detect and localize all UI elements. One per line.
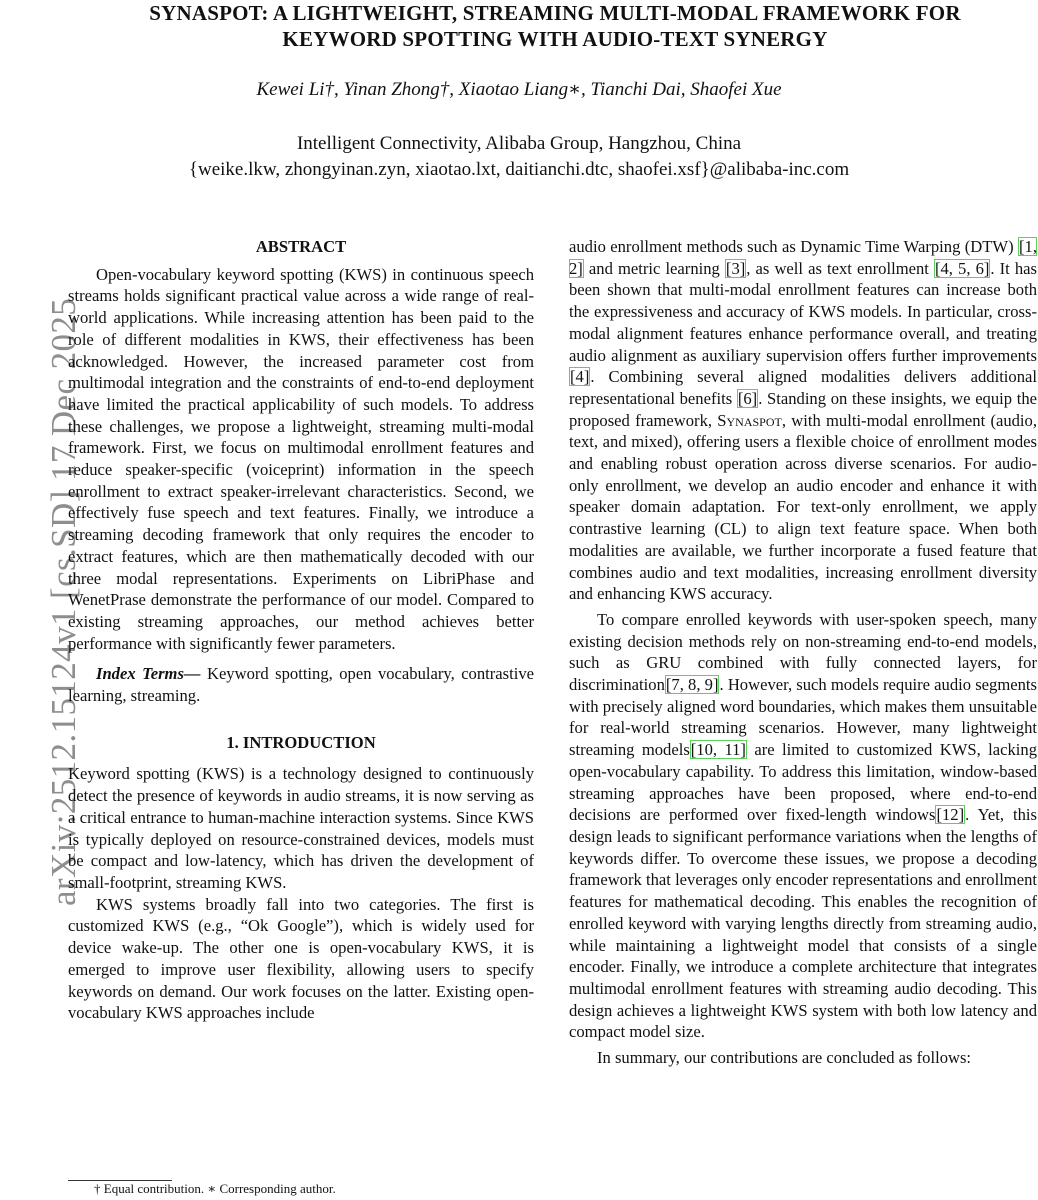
author-list: Kewei Li†, Yinan Zhong†, Xiaotao Liang∗, Tianchi Dai, Shaofei Xue xyxy=(256,79,782,100)
arxiv-id: arXiv:2512.15124v1 [cs.SD] 17 Dec 2025 xyxy=(44,297,83,906)
citation-link[interactable]: [4, 5, 6] xyxy=(934,258,990,278)
citation-link[interactable]: [1, 2] xyxy=(569,237,1037,278)
affiliation: Intelligent Connectivity, Alibaba Group, Hangzhou, China xyxy=(296,133,742,154)
text-run: . However, such models require audio segments with precisely aligned word boundaries, which makes them unsuitable for real-world streaming scenarios. However, many lightweight streaming models xyxy=(569,675,1037,760)
index-terms-text: Keyword spotting, open vocabulary, contrastive learning, streaming. xyxy=(68,664,534,706)
abstract-text: Open-vocabulary keyword spotting (KWS) in continuous speech streams holds significant practical value across a wide range of real-world applications. While increasing attention has been paid to the role of different modalities in KWS, their effectiveness has been acknowledged. However, the increased parameter cost from multimodal integration and the constraints of end-to-end deployment have limited the practical applicability of such models. To address these challenges, we propose a lightweight, streaming multi-modal framework. First, we focus on multimodal enrollment features and reduce speaker-specific (voiceprint) information in the speech enrollment to extract speaker-irrelevant characteristics. Second, we effectively fuse speech and text features. Finally, we introduce a streaming decoding framework that only requires the encoder to extract features, which are then mathematically decoded with our three modal representations. Experiments on LibriPhase and WenetPrase demonstrate the performance of our model. Compared to existing streaming approaches, our method achieves better performance with significantly fewer parameters. xyxy=(68,264,534,653)
text-run: and metric learning xyxy=(583,258,725,278)
right-paragraph-3: In summary, our contributions are concluded as follows: xyxy=(597,1048,972,1068)
index-terms xyxy=(68,663,534,706)
text-run: . Yet, this design leads to significant performance variations when the lengths of keywords differ. To overcome these issues, we propose a decoding framework that leverages only encoder representations and enrollment features for mathematical decoding. This enables the recognition of enrolled keyword with varying lengths directly from streaming audio, while maintaining a lightweight model that consists of a single encoder. Finally, we introduce a complete architecture that integrates multimodal enrollment features with streaming audio decoding. This design achieves a lightweight KWS system with both low latency and compact model size. xyxy=(569,805,1037,1042)
left-column xyxy=(68,236,534,1024)
right-column xyxy=(569,236,1037,1069)
right-paragraph-2 xyxy=(569,609,1037,1043)
arxiv-stamp xyxy=(0,0,83,1200)
citation-link[interactable]: [3] xyxy=(725,258,746,278)
footnote: † Equal contribution. ∗ Corresponding author. xyxy=(94,1181,336,1196)
citation-link[interactable]: [4] xyxy=(570,367,590,387)
author-emails: {weike.lkw, zhongyinan.zyn, xiaotao.lxt, daitianchi.dtc, shaofei.xsf}@alibaba-inc.com xyxy=(188,159,850,180)
citation-link[interactable]: [10, 11] xyxy=(690,740,746,760)
right-paragraph-1 xyxy=(569,236,1037,605)
text-run: . Combining several aligned modalities delivers additional representational benefits xyxy=(569,367,1037,408)
citation-link[interactable]: [12] xyxy=(936,805,965,825)
citation-link[interactable]: [7, 8, 9] xyxy=(665,675,719,695)
text-run: , with multi-modal enrollment (audio, text, and mixed), offering users a flexible choice of enrollment modes and enabling robust operation across diverse scenarios. For audio-only enrollment, we develop an audio encoder and enhance it with speaker domain adaptation. For text-only enrollment, we apply contrastive learning (CL) to align text feature space. When both modalities are available, we further incorporate a fused feature that combines audio and text modalities, increasing enrollment diversity and enhancing KWS accuracy. xyxy=(569,410,1037,604)
index-terms-label: Index Terms— xyxy=(96,664,201,684)
title-line-2: KEYWORD SPOTTING WITH AUDIO-TEXT SYNERGY xyxy=(282,27,828,51)
text-run: To compare enrolled keywords with user-spoken speech, many existing decision methods rely on non-streaming end-to-end models, such as GRU combined with fully connected layers, for discrimination xyxy=(569,609,1037,695)
title-line-1: SYNASPOT: A LIGHTWEIGHT, STREAMING MULTI-MODAL FRAMEWORK FOR xyxy=(149,1,961,25)
text-run: are limited to customized KWS, lacking open-vocabulary capability. To address this limitation, window-based streaming approaches have been proposed, where end-to-end decisions are performed over fixed-length windows xyxy=(569,740,1038,825)
intro-paragraph-2: KWS systems broadly fall into two categories. The first is customized KWS (e.g., “Ok Google”), which is widely used for device wake-up. The other one is open-vocabulary KWS, it is emerged to improve user flexibility, allowing users to specify keywords on demand. Our work focuses on the latter. Existing open-vocabulary KWS approaches include xyxy=(68,894,534,1023)
text-run: , as well as text enrollment xyxy=(746,258,934,278)
affiliation-block xyxy=(0,131,1038,183)
abstract-heading: ABSTRACT xyxy=(255,237,347,256)
text-run: . Standing on these insights, we equip the proposed framework, xyxy=(569,388,1037,430)
intro-paragraph-1: Keyword spotting (KWS) is a technology designed to continuously detect the presence of keywords in audio streams, it is now serving as a critical entrance to human-machine interaction systems. Since KWS is typically deployed on resource-constrained devices, models must be compact and low-latency, which has driven the development of small-footprint, streaming KWS. xyxy=(68,764,534,892)
framework-name: Synaspot xyxy=(717,410,782,430)
text-run: audio enrollment methods such as Dynamic Time Warping (DTW) xyxy=(569,237,1019,256)
intro-heading: 1. INTRODUCTION xyxy=(226,732,376,752)
citation-link[interactable]: [6] xyxy=(737,388,758,408)
text-run: . It has been shown that multi-modal enrollment features can increase both the expressiveness and accuracy of KWS models. In particular, cross-modal alignment features enhance performance overall, and treating audio alignment as auxiliary supervision offers further improvements xyxy=(569,258,1037,365)
paper-title xyxy=(60,0,1038,52)
